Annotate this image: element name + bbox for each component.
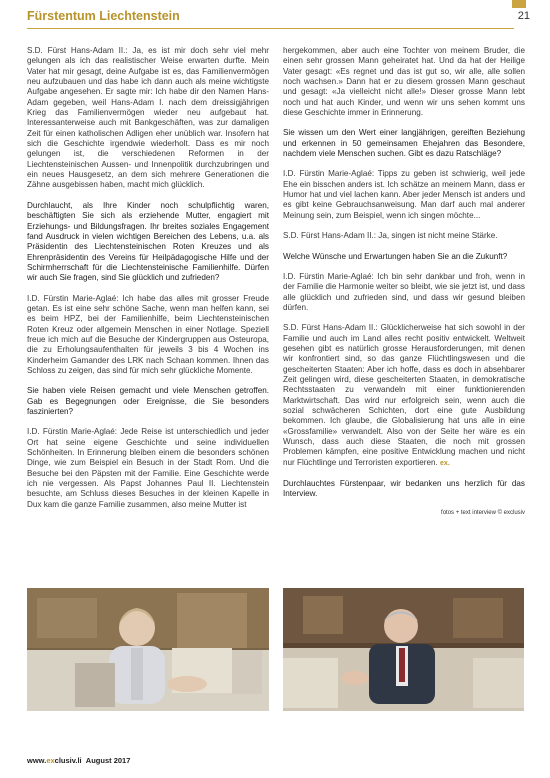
question-paragraph [27, 386, 269, 417]
left-text-column [27, 46, 269, 520]
section-title: Fürstentum Liechtenstein [27, 9, 180, 23]
answer-paragraph [27, 46, 269, 191]
question-paragraph [27, 201, 269, 284]
photo-princess [27, 588, 269, 711]
right-text-column [283, 46, 525, 518]
paragraph-text: S.D. Fürst Hans-Adam II.: Ja, singen ist nicht meine Stärke. [283, 231, 498, 241]
paragraph-text: S.D. Fürst Hans-Adam II.: Ja, es ist mir doch sehr viel mehr gelungen als ich das realistischer Weise erwarten durfte. Mein Vater hat mir gesagt, deine Aufgabe ist es, das Familienvermögen neu aufzubauen und das habe ich dann auch als meine wichtigste Aufgabe angesehen. Er sagte mir: Ich habe dir den Namen Hans-Adam gegeben, weil Hans-Adam I. nach dem dreissigjährigen Krieg das Familienvermögen wieder neu aufgebaut hat. Interessanterweise auch mit Bankgeschäften, was zur damaligen Zeit für einen katholischen Adligen eher unüblich war. Insofern hat sich die Geschichte irgendwie wiederholt. Dass es mir noch gelungen ist, die verschiedenen Reformen in der Liechtensteinischen Aussen- und Innenpolitik durchzubringen und ein neues Hausgesetz, an dem sich mehrere Generationen die Zähne ausgebissen haben, macht mich glücklich. [27, 46, 269, 190]
answer-paragraph [283, 323, 525, 469]
paragraph-text: Sie haben viele Reisen gemacht und viele Menschen getroffen. Gab es Begegnungen oder Ereignisse, die Sie besonders faszinierten? [27, 386, 269, 416]
paragraph-text: I.D. Fürstin Marie-Aglaé: Ich bin sehr dankbar und froh, wenn in der Familie die Harmonie weiter so bleibt, wie sie jetzt ist, und dass alle glücklich und zufrieden sind, und dass wir gesund bleiben dürfen. [283, 271, 525, 312]
princess-photo-illustration [27, 588, 269, 711]
answer-paragraph [283, 46, 525, 118]
question-paragraph [283, 128, 525, 159]
photo-prince [283, 588, 524, 711]
answer-paragraph [283, 272, 525, 313]
paragraph-text: hergekommen, aber auch eine Tochter von meinem Bruder, die einen sehr grossen Mann geheiratet hat. Und da hat der Heilige Vater gesagt: «Es regnet und das ist gut so, wir alle, alle sollen noch wachsen.» Dann hat er zu diesem grossen Mann geschaut und gesagt: «Ja vielleicht nicht alle!» Dieser grosse Mann lebt noch und hat auch Kinder, und wenn wir uns sehen kommt uns diese Geschichte immer in Erinnerung. [283, 46, 525, 118]
paragraph-text: Welche Wünsche und Erwartungen haben Sie an die Zukunft? [283, 251, 508, 261]
page-number: 21 [517, 10, 530, 22]
answer-paragraph [27, 427, 269, 510]
question-paragraph [283, 252, 525, 262]
paragraph-text: Sie wissen um den Wert einer langjährigen, gereiften Beziehung und erkennen in 50 gemeinsamen Ehejahren das Besondere, nachdem viele Menschen suchen. Gibt es dazu Ratschläge? [283, 128, 525, 159]
paragraph-text: I.D. Fürstin Marie-Aglaé: Jede Reise ist unterschiedlich und jeder Ort hat seine eigene Geschichte und seine individuellen Schönheiten. In Erinnerung bleiben einem die besonders schönen Dinge, wie zum Beispiel ein Besuch in der Stadt Rom. Und die Besuche bei den Päpsten mit der Familie. Eine Geschichte werde ich nie vergessen. Als Papst Johannes Paul II. Liechtenstein besuchte, am Schluss dieses Besuches in der kleinen Kapelle in Dux kam die ganze Familie zusammen, also meine Mutter ist [27, 427, 269, 509]
footer-issue: August 2017 [85, 756, 131, 765]
paragraph-text: Durchlauchtes Fürstenpaar, wir bedanken uns herzlich für das Interview. [283, 479, 525, 499]
paragraph-text: I.D. Fürstin Marie-Aglaé: Ich habe das alles mit grosser Freude getan. Es ist eine sehr schöne Sache, wenn man helfen kann, sei es beim HPZ, bei der Familienhilfe, beim Liechtensteinischen Roten Kreuz oder allgemein Menschen in einer Notlage. Speziell freue ich mich auf die Besuche der Kindergruppen aus Osteuropa, die zu Erholungsaufenthalten für jeweils 3 bis 4 Wochen ins Kinderheim Gamander des LRK nach Schaan kommen. Ihnen das Schloss zu zeigen, das sind für mich sehr glückliche Momente. [27, 293, 269, 375]
question-paragraph [283, 479, 525, 500]
footer-url-rest: clusiv.li [54, 756, 82, 765]
accent-marker [512, 0, 526, 8]
answer-paragraph [283, 231, 525, 241]
paragraph-text: Durchlaucht, als Ihre Kinder noch schulpflichtig waren, beschäftigten Sie sich als erziehende Mutter, engagiert mit Erziehungs- und Bildungsfragen. Ihr breites soziales Engagement fand Ausdruck in vielen wichtigen Bereichen des Lebens, u.a. als Präsidentin des Liechtensteinischen Roten Kreuzes und als Ehrenpräsidentin des Vereins für Heilpädagogische Hilfe und der Schirmherrschaft für die Liechtensteinische Familienhilfe. Dürfen wir auch Sie fragen, sind Sie glücklich und zufrieden? [27, 200, 269, 283]
answer-paragraph [27, 294, 269, 377]
answer-paragraph [283, 169, 525, 221]
page-header [27, 7, 523, 29]
footer-url-prefix: www. [27, 756, 47, 765]
page-footer [27, 756, 130, 765]
prince-photo-illustration [283, 588, 524, 711]
paragraph-text: I.D. Fürstin Marie-Aglaé: Tipps zu geben ist schwierig, weil jede Ehe ein bisschen anders ist. Ich schätze an meinem Mann, dass er Humor hat und viel lachen kann. Aber jeder Mensch ist anders und es gibt keine Gebrauchsanweisung. Man darf auch mal anderer Meinung sein, zum Beispiel, wenn ich singen möchte... [283, 169, 525, 220]
end-marker: ex. [440, 459, 450, 467]
paragraph-text: S.D. Fürst Hans-Adam II.: Glücklicherweise hat sich sowohl in der Familie und auch im Land alles recht positiv entwickelt. Weltweit gesehen gibt es natürlich grosse Herausforderungen, mit denen wir konfrontiert sind, so das ganze Flüchtlingswesen und die gescheiterten Staaten: Aber ich hoffe, dass es doch in absehbarer Zeit gelingen wird, diese gescheiterten Staaten, in demokratische Rechtsstaaten zu verwandeln mit einer funktionierenden Marktwirtschaft. Das wird nur erfolgreich sein, wenn auch die sozial schwächeren Schichten, dort eine gute Ausbildung bekommen. Ich glaube, die Globalisierung hat uns alle in eine «Grossfamilie» verwandelt. Also von der Seite her wäre es ein Wunsch, dass auch diese Staaten, die noch mit grossen Problemen kämpfen, eine positive Entwicklung machen und nicht nur Flüchtlinge und Terroristen exportieren. [283, 323, 525, 467]
footer-brand-ex: ex [46, 756, 55, 765]
photo-credit: fotos + text interview © exclusiv [441, 509, 525, 516]
header-rule [27, 28, 514, 29]
